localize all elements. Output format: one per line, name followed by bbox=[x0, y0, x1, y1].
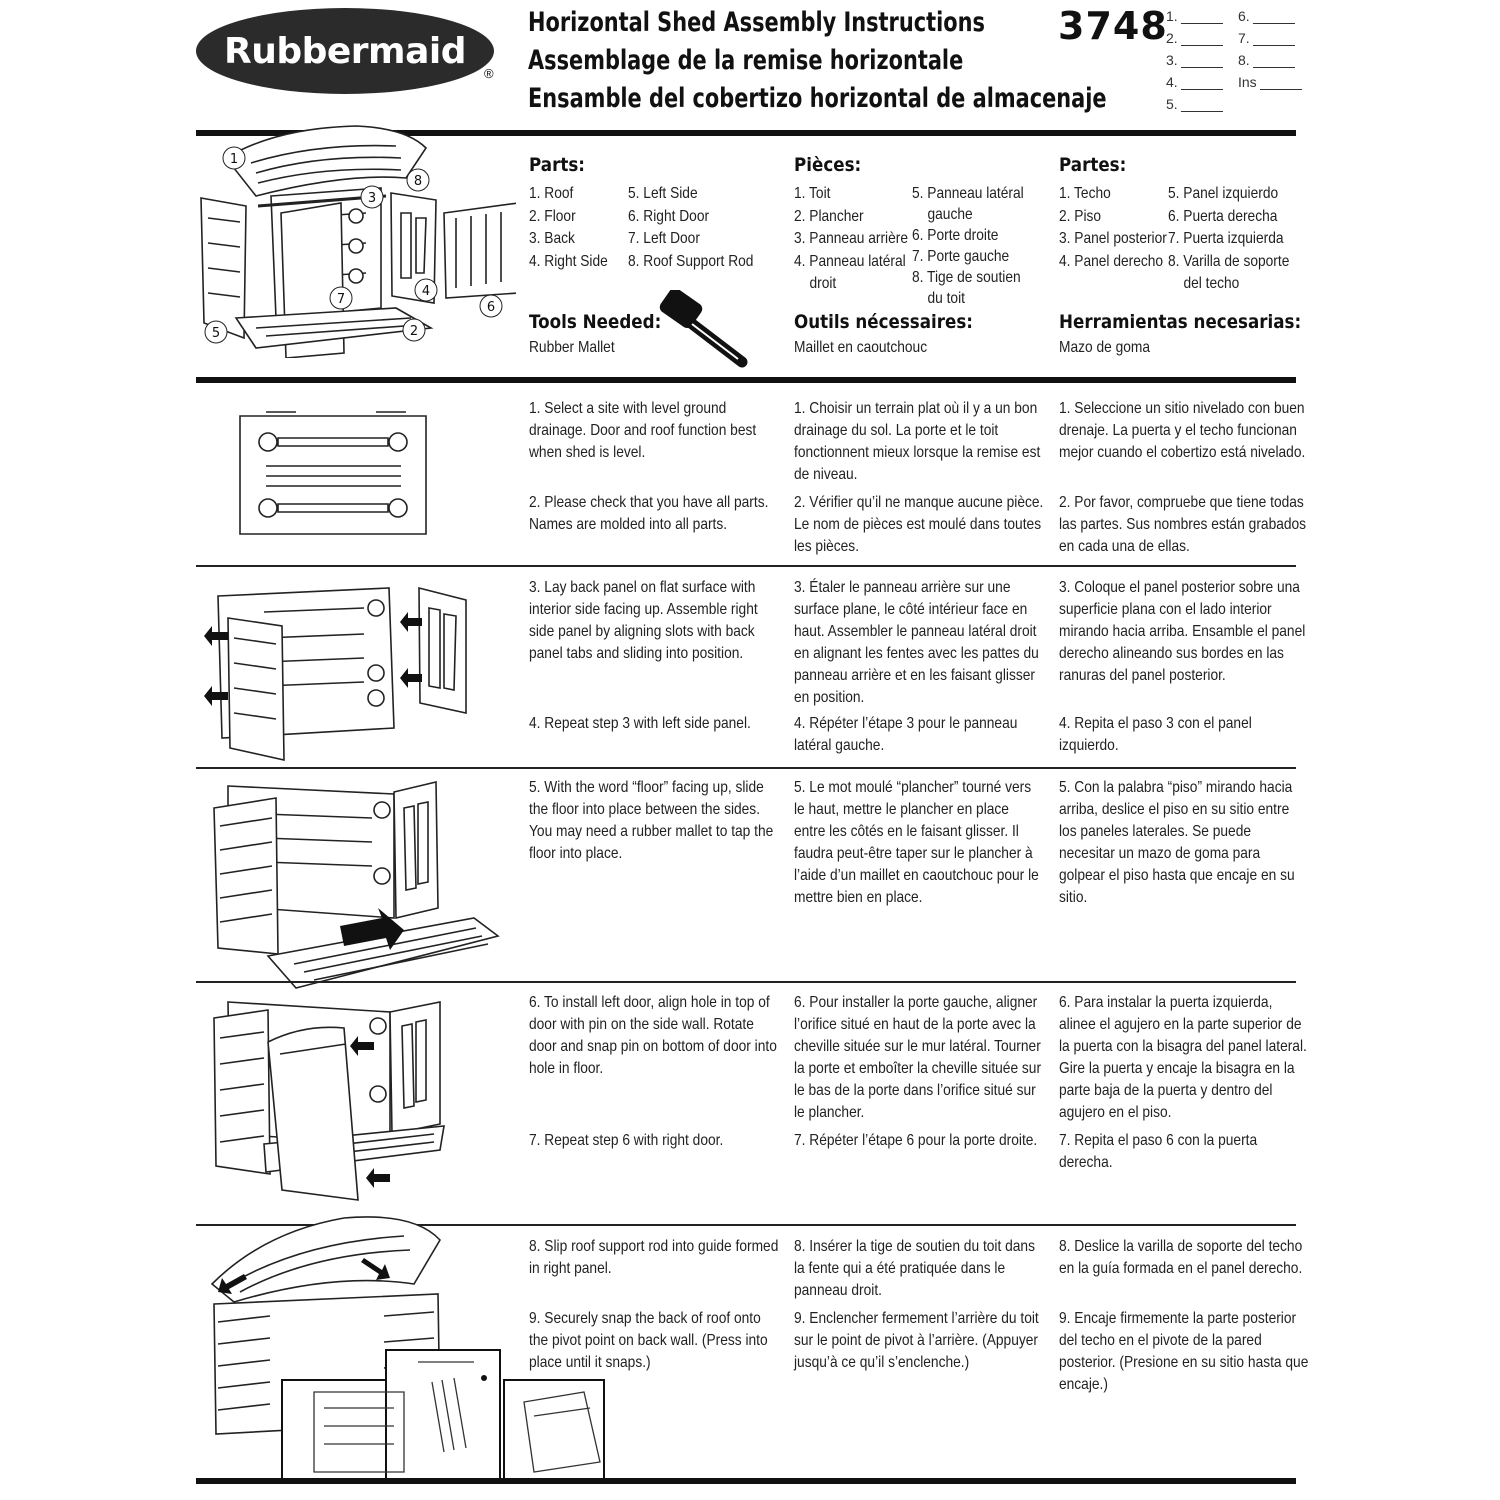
diagram-label: 2 bbox=[409, 324, 419, 339]
step-1-2-es: 1. Seleccione un sitio nivelado con buen drenaje. La puerta y el techo funcionan mejor cuando el cobertizo está nivelado. 2. Por favor, compruebe que tiene todas las partes. Sus nombres están grabados en cada una de ellas. bbox=[1059, 400, 1307, 555]
checklist-item: 6. bbox=[1238, 8, 1295, 24]
step-divider bbox=[196, 981, 1296, 983]
title-english: Horizontal Shed Assembly Instructions bbox=[528, 7, 985, 38]
parts-exploded-diagram bbox=[196, 118, 516, 358]
parts-list-en-left: 1. Roof 2. Floor 3. Back 4. Right Side bbox=[529, 185, 608, 270]
parts-heading-es: Partes: bbox=[1059, 154, 1127, 176]
checklist-item: 1. bbox=[1166, 8, 1223, 24]
parts-list-es-right: 5. Panel izquierdo 6. Puerta derecha 7. Puerta izquierda 8. Varilla de soporte del techo bbox=[1168, 185, 1290, 292]
rubber-mallet-icon bbox=[652, 290, 752, 370]
diagram-label: 7 bbox=[336, 292, 346, 307]
step-3-4-fr: 3. Étaler le panneau arrière sur une surface plane, le côté intérieur face en haut. Assembler le panneau latéral droit en alignant les fentes avec les pattes du panneau arrière et en les faisant glisser en position. 4. Répéter l’étape 3 pour le panneau latéral gauche. bbox=[794, 579, 1039, 754]
step-3-illustration bbox=[204, 578, 474, 764]
checklist-item: 7. bbox=[1238, 30, 1295, 46]
step-3-4-es: 3. Coloque el panel posterior sobre una superficie plana con el lado interior mirando hacia arriba. Ensamble el panel derecho alineando sus bordes en las ranuras del panel posterior. 4. Repita el paso 3 con el panel izquierdo. bbox=[1059, 579, 1306, 754]
diagram-label: 1 bbox=[229, 152, 239, 167]
step-5-fr: 5. Le mot moulé “plancher” tourné vers le haut, mettre le plancher en place entre les côtés en le faisant glisser. Il faudra peut-être taper sur le plancher à l’aide d’un maillet en caoutchouc pour le mettre bien en place. bbox=[794, 779, 1039, 906]
tools-es: Mazo de goma bbox=[1059, 339, 1151, 356]
parts-list-fr-left: 1. Toit 2. Plancher 3. Panneau arrière 4. Panneau latéral droit bbox=[794, 185, 908, 292]
step-divider bbox=[196, 767, 1296, 769]
diagram-label: 6 bbox=[486, 300, 496, 315]
title-spanish: Ensamble del cobertizo horizontal de almacenaje bbox=[528, 83, 1107, 114]
parts-list-en-right: 5. Left Side 6. Right Door 7. Left Door 8. Roof Support Rod bbox=[628, 185, 754, 270]
parts-list-fr-right: 5. Panneau latéral gauche 6. Porte droite 7. Porte gauche 8. Tige de soutien du toit bbox=[912, 185, 1024, 307]
tools-heading-fr: Outils nécessaires: bbox=[794, 311, 973, 333]
checklist-item: 8. bbox=[1238, 52, 1295, 68]
checklist-item: 2. bbox=[1166, 30, 1223, 46]
footer-divider bbox=[196, 1478, 1296, 1484]
diagram-label: 3 bbox=[367, 191, 377, 206]
step-1-2-en: 1. Select a site with level ground drainage. Door and roof function best when shed is level. 2. Please check that you have all parts. Names are molded into all parts. bbox=[529, 400, 769, 533]
checklist-item: 3. bbox=[1166, 52, 1223, 68]
checklist-item: 4. bbox=[1166, 74, 1223, 90]
step-1-illustration bbox=[236, 408, 432, 538]
checklist-item: Ins bbox=[1238, 74, 1302, 90]
inspection-checklist bbox=[1166, 6, 1306, 118]
diagram-label: 8 bbox=[413, 174, 423, 189]
step-5-en: 5. With the word “floor” facing up, slide the floor into place between the sides. You may need a rubber mallet to tap the floor into place. bbox=[529, 779, 774, 862]
checklist-item: 5. bbox=[1166, 96, 1223, 112]
step-8-9-es: 8. Deslice la varilla de soporte del techo en la guía formada en el panel derecho. 9. Encaje firmemente la parte posterior del techo en el pivote de la pared posterior. (Presione en su sitio hasta que encaje.) bbox=[1059, 1238, 1309, 1393]
parts-list-es-left: 1. Techo 2. Piso 3. Panel posterior 4. Panel derecho bbox=[1059, 185, 1167, 270]
diagram-label: 5 bbox=[211, 326, 221, 341]
diagram-label: 4 bbox=[421, 284, 431, 299]
tools-fr: Maillet en caoutchouc bbox=[794, 339, 928, 356]
tools-en: Rubber Mallet bbox=[529, 339, 615, 356]
parts-heading-en: Parts: bbox=[529, 154, 585, 176]
step-1-2-fr: 1. Choisir un terrain plat où il y a un bon drainage du sol. La porte et le toit fonctionnent mieux lorsque la remise est de niveau. 2. Vérifier qu’il ne manque aucune pièce. Le nom de pièces est moulé dans toutes les pièces. bbox=[794, 400, 1044, 555]
step-6-7-fr: 6. Pour installer la porte gauche, aligner l’orifice situé en haut de la porte avec la cheville située sur le mur latéral. Tourner la porte et emboîter la cheville située sur le bas de la porte dans l’orifice situé sur le plancher. 7. Répéter l’étape 6 pour la porte droite. bbox=[794, 994, 1042, 1149]
model-number: 3748 bbox=[1058, 4, 1168, 48]
step-5-es: 5. Con la palabra “piso” mirando hacia arriba, deslice el piso en su sitio entre los paneles laterales. Se puede necesitar un mazo de goma para golpear el piso hasta que encaje en su sitio. bbox=[1059, 779, 1295, 906]
parts-divider bbox=[196, 377, 1296, 383]
step-6-7-en: 6. To install left door, align hole in top of door with pin on the side wall. Rotate door and snap pin on bottom of door into hole in floor. 7. Repeat step 6 with right door. bbox=[529, 994, 777, 1149]
step-divider bbox=[196, 565, 1296, 567]
title-french: Assemblage de la remise horizontale bbox=[528, 45, 964, 76]
tools-heading-en: Tools Needed: bbox=[529, 311, 662, 333]
tools-heading-es: Herramientas necesarias: bbox=[1059, 311, 1302, 333]
registered-mark: ® bbox=[484, 66, 494, 81]
step-3-4-en: 3. Lay back panel on flat surface with interior side facing up. Assemble right side panel by aligning slots with back panel tabs and sliding into position. 4. Repeat step 3 with left side panel. bbox=[529, 579, 758, 732]
parts-heading-fr: Pièces: bbox=[794, 154, 862, 176]
step-8-9-en: 8. Slip roof support rod into guide formed in right panel. 9. Securely snap the back of roof onto the pivot point on back wall. (Press into place until it snaps.) bbox=[529, 1238, 779, 1371]
step-6-7-es: 6. Para instalar la puerta izquierda, alinee el agujero en la parte superior de la puerta con la bisagra del panel lateral. Gire la puerta y encaje la bisagra en la parte baja de la puerta y dentro del agujero en el piso. 7. Repita el paso 6 con la puerta derecha. bbox=[1059, 994, 1307, 1171]
step-8-9-fr: 8. Insérer la tige de soutien du toit dans la fente qui a été pratiquée dans le panneau droit. 9. Enclencher fermement l’arrière du toit sur le point de pivot à l’arrière. (Appuyer jusqu’à ce qu’il s’enclenche.) bbox=[794, 1238, 1039, 1371]
rubbermaid-logo bbox=[196, 8, 494, 94]
step-5-illustration bbox=[204, 778, 504, 996]
brand-name: Rubbermaid bbox=[224, 30, 466, 72]
step-6-illustration bbox=[204, 994, 448, 1204]
